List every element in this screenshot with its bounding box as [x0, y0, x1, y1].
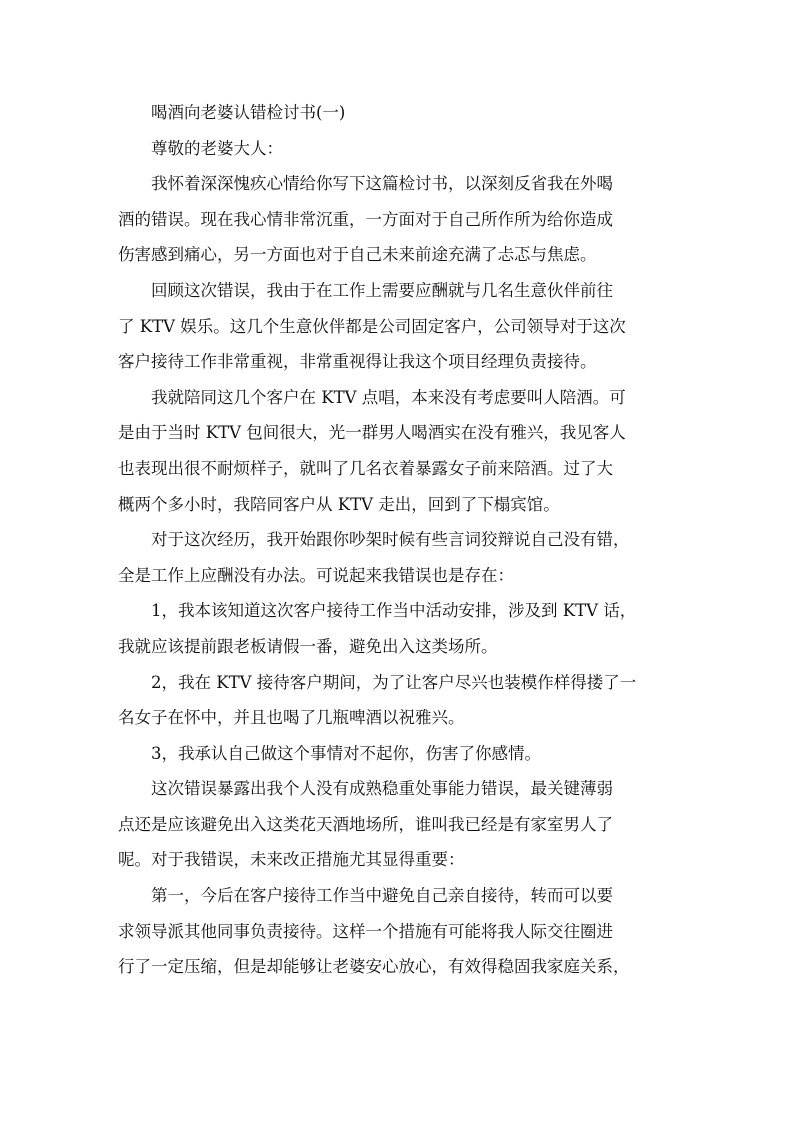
paragraph-line: 酒的错误。现在我心情非常沉重，一方面对于自己所作所为给你造成 — [118, 209, 613, 229]
paragraph-line: 点还是应该避免出入这类花天酒地场所，谁叫我已经是有家室男人了 — [118, 814, 613, 834]
list-item-line: 名女子在怀中，并且也喝了几瓶啤酒以祝雅兴。 — [118, 708, 465, 728]
list-item-line: 3，我承认自己做这个事情对不起你，伤害了你感情。 — [151, 743, 541, 763]
salutation: 尊敬的老婆大人： — [151, 138, 283, 158]
document-body — [118, 95, 680, 985]
paragraph-line: 客户接待工作非常重视，非常重视得让我这个项目经理负责接待。 — [118, 352, 597, 372]
paragraph-line: 行了一定压缩，但是却能够让老婆安心放心，有效得稳固我家庭关系， — [118, 957, 630, 977]
paragraph-line: 呢。对于我错误，未来改正措施尤其显得重要： — [118, 850, 465, 870]
paragraph-line: 也表现出很不耐烦样子，就叫了几名衣着暴露女子前来陪酒。过了大 — [118, 458, 613, 478]
paragraph-line: 全是工作上应酬没有办法。可说起来我错误也是存在： — [118, 565, 514, 585]
paragraph-line: 我怀着深深愧疚心情给你写下这篇检讨书，以深刻反省我在外喝 — [151, 174, 613, 194]
list-item-line: 1，我本该知道这次客户接待工作当中活动安排，涉及到 KTV 话， — [151, 601, 637, 621]
paragraph-line: 第一，今后在客户接待工作当中避免自己亲自接待，转而可以要 — [151, 886, 613, 906]
list-item-line: 我就应该提前跟老板请假一番，避免出入这类场所。 — [118, 636, 498, 656]
paragraph-line: 我就陪同这几个客户在 KTV 点唱，本来没有考虑要叫人陪酒。可 — [151, 387, 626, 407]
paragraph-line: 了 KTV 娱乐。这几个生意伙伴都是公司固定客户，公司领导对于这次 — [118, 316, 626, 336]
paragraph-line: 是由于当时 KTV 包间很大，光一群男人喝酒实在没有雅兴，我见客人 — [118, 423, 626, 443]
paragraph-line: 回顾这次错误，我由于在工作上需要应酬就与几名生意伙伴前往 — [151, 280, 613, 300]
document-title: 喝酒向老婆认错检讨书(一) — [151, 103, 346, 122]
paragraph-line: 这次错误暴露出我个人没有成熟稳重处事能力错误，最关键薄弱 — [151, 779, 613, 799]
paragraph-line: 概两个多小时，我陪同客户从 KTV 走出，回到了下榻宾馆。 — [118, 494, 560, 514]
paragraph-line: 伤害感到痛心，另一方面也对于自己未来前途充满了忐忑与焦虑。 — [118, 245, 597, 265]
paragraph-line: 求领导派其他同事负责接待。这样一个措施有可能将我人际交往圈进 — [118, 921, 613, 941]
paragraph-line: 对于这次经历，我开始跟你吵架时候有些言词狡辩说自己没有错， — [151, 530, 630, 550]
list-item-line: 2，我在 KTV 接待客户期间，为了让客户尽兴也装模作样得搂了一 — [151, 672, 637, 692]
